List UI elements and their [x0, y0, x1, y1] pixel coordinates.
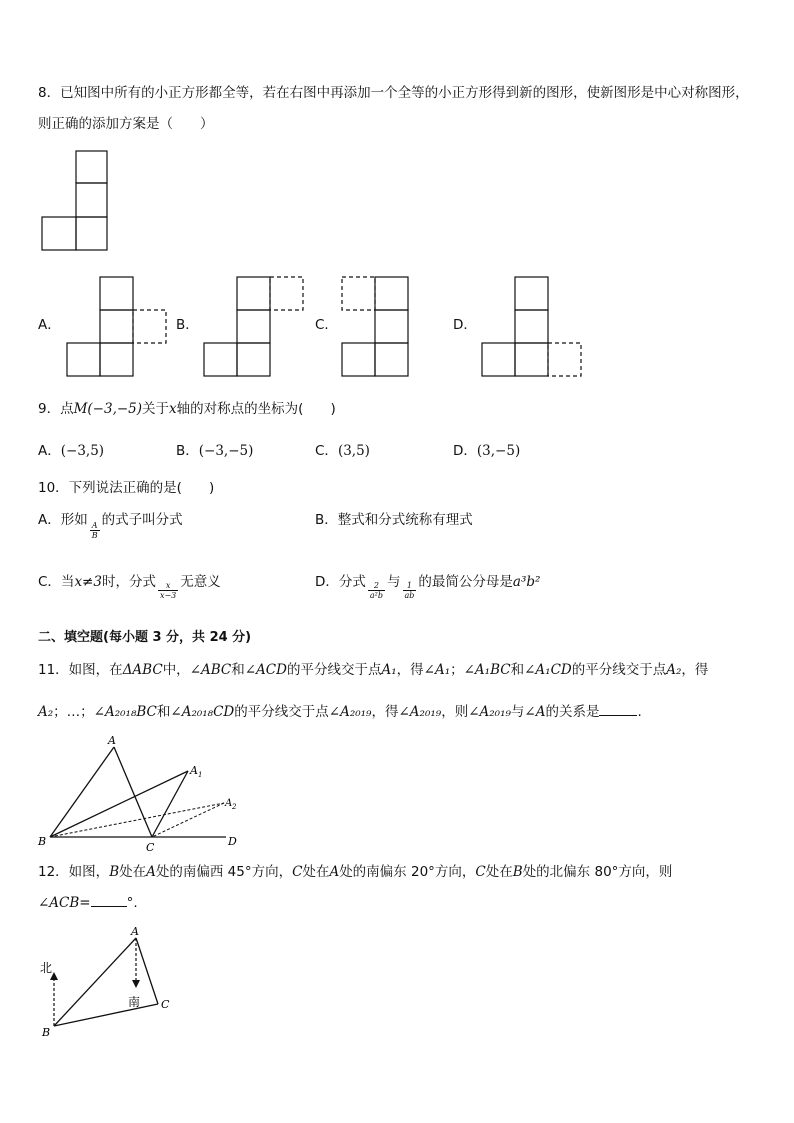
- q10-c-fraction: $\frac{x}{x-3}$: [159, 581, 177, 600]
- q10-d-fraction-1: $\frac{2}{\text{a²b}}$: [369, 581, 384, 600]
- q9-option-c[interactable]: C．(3,5): [315, 443, 370, 459]
- section-2-title: 二、填空题(每小题 3 分，共 24 分): [38, 630, 252, 645]
- q12-label-b: B: [42, 1026, 51, 1039]
- q11-label-d: D: [228, 835, 237, 848]
- q10-a-fraction: $\frac{A}{B}$: [91, 521, 98, 540]
- q8-option-b-figure[interactable]: [203, 276, 307, 378]
- q8-option-c-label[interactable]: C．: [315, 317, 338, 333]
- q11-stem-line2: A₂；…；∠A₂₀₁₈BC和∠A₂₀₁₈CD的平分线交于点∠A₂₀₁₉，得∠A₂₀₁₉，则∠A₂₀₁₉与∠A的关系是 .: [38, 704, 642, 720]
- q11-label-c: C: [146, 841, 155, 854]
- q9-point: M(−3,−5): [73, 401, 143, 417]
- q9-option-d[interactable]: D．(3,−5): [453, 443, 521, 459]
- q12-label-north: 北: [40, 961, 53, 975]
- q9-option-a[interactable]: A．(−3,5): [38, 443, 105, 459]
- q8-option-d-figure[interactable]: [481, 276, 585, 378]
- q11-label-b: B: [38, 835, 47, 848]
- q8-main-figure: [40, 150, 110, 252]
- q11-figure: [36, 733, 246, 855]
- q10-stem: 10．下列说法正确的是( ): [38, 480, 215, 496]
- q11-label-a2-sub: 2: [232, 803, 237, 811]
- q12-stem-line1: 12．如图，B处在A处的南偏西 45°方向，C处在A处的南偏东 20°方向，C处在B处的北偏东 80°方向，则: [38, 864, 673, 880]
- q9-option-b[interactable]: B．(−3,−5): [176, 443, 254, 459]
- q11-label-a: A: [108, 734, 116, 747]
- q12-label-a: A: [131, 925, 139, 938]
- q12-answer-blank[interactable]: [91, 906, 127, 907]
- q11-answer-blank[interactable]: [599, 715, 637, 716]
- q10-option-c[interactable]: C．当x≠3时，分式 $\frac{x}{x-3}$ 无意义: [38, 574, 221, 600]
- q11-stem-line1: 11．如图，在ΔABC中，∠ABC和∠ACD的平分线交于点A₁，得∠A₁；∠A₁BC和∠A₁CD的平分线交于点A₂，得: [38, 662, 709, 678]
- q12-label-south: 南: [128, 995, 141, 1009]
- q10-d-fraction-2: $\frac{1}{ab}$: [404, 581, 415, 600]
- q12-stem-line2: ∠ACB= °.: [38, 895, 138, 911]
- q12-figure: [36, 922, 186, 1047]
- q8-stem-line2: 则正确的添加方案是（ ）: [38, 116, 214, 132]
- q8-stem-line1: 8．已知图中所有的小正方形都全等，若在右图中再添加一个全等的小正方形得到新的图形，使新图形是中心对称图形，: [38, 85, 749, 101]
- q12-label-c: C: [161, 998, 170, 1011]
- q8-option-c-figure[interactable]: [341, 276, 411, 378]
- q8-option-a-label[interactable]: A．: [38, 317, 61, 333]
- q9-axis: x: [169, 401, 177, 417]
- q8-option-d-label[interactable]: D．: [453, 317, 477, 333]
- q10-option-b[interactable]: B．整式和分式统称有理式: [315, 512, 473, 528]
- q10-option-a[interactable]: A．形如 $\frac{A}{B}$ 的式子叫分式: [38, 512, 183, 540]
- q8-option-a-figure[interactable]: [66, 276, 170, 378]
- q11-label-a1-sub: 1: [198, 771, 203, 779]
- q8-option-b-label[interactable]: B．: [176, 317, 199, 333]
- q11-label-a2: A: [225, 798, 233, 809]
- q9-stem: 9．点M(−3,−5)关于x轴的对称点的坐标为( ): [38, 401, 336, 417]
- q11-label-a1: A: [190, 764, 198, 777]
- q10-option-d[interactable]: D．分式 $\frac{2}{\text{a²b}}$ 与 $\frac{1}{ab}$ 的最简公分母是a³b²: [315, 574, 541, 600]
